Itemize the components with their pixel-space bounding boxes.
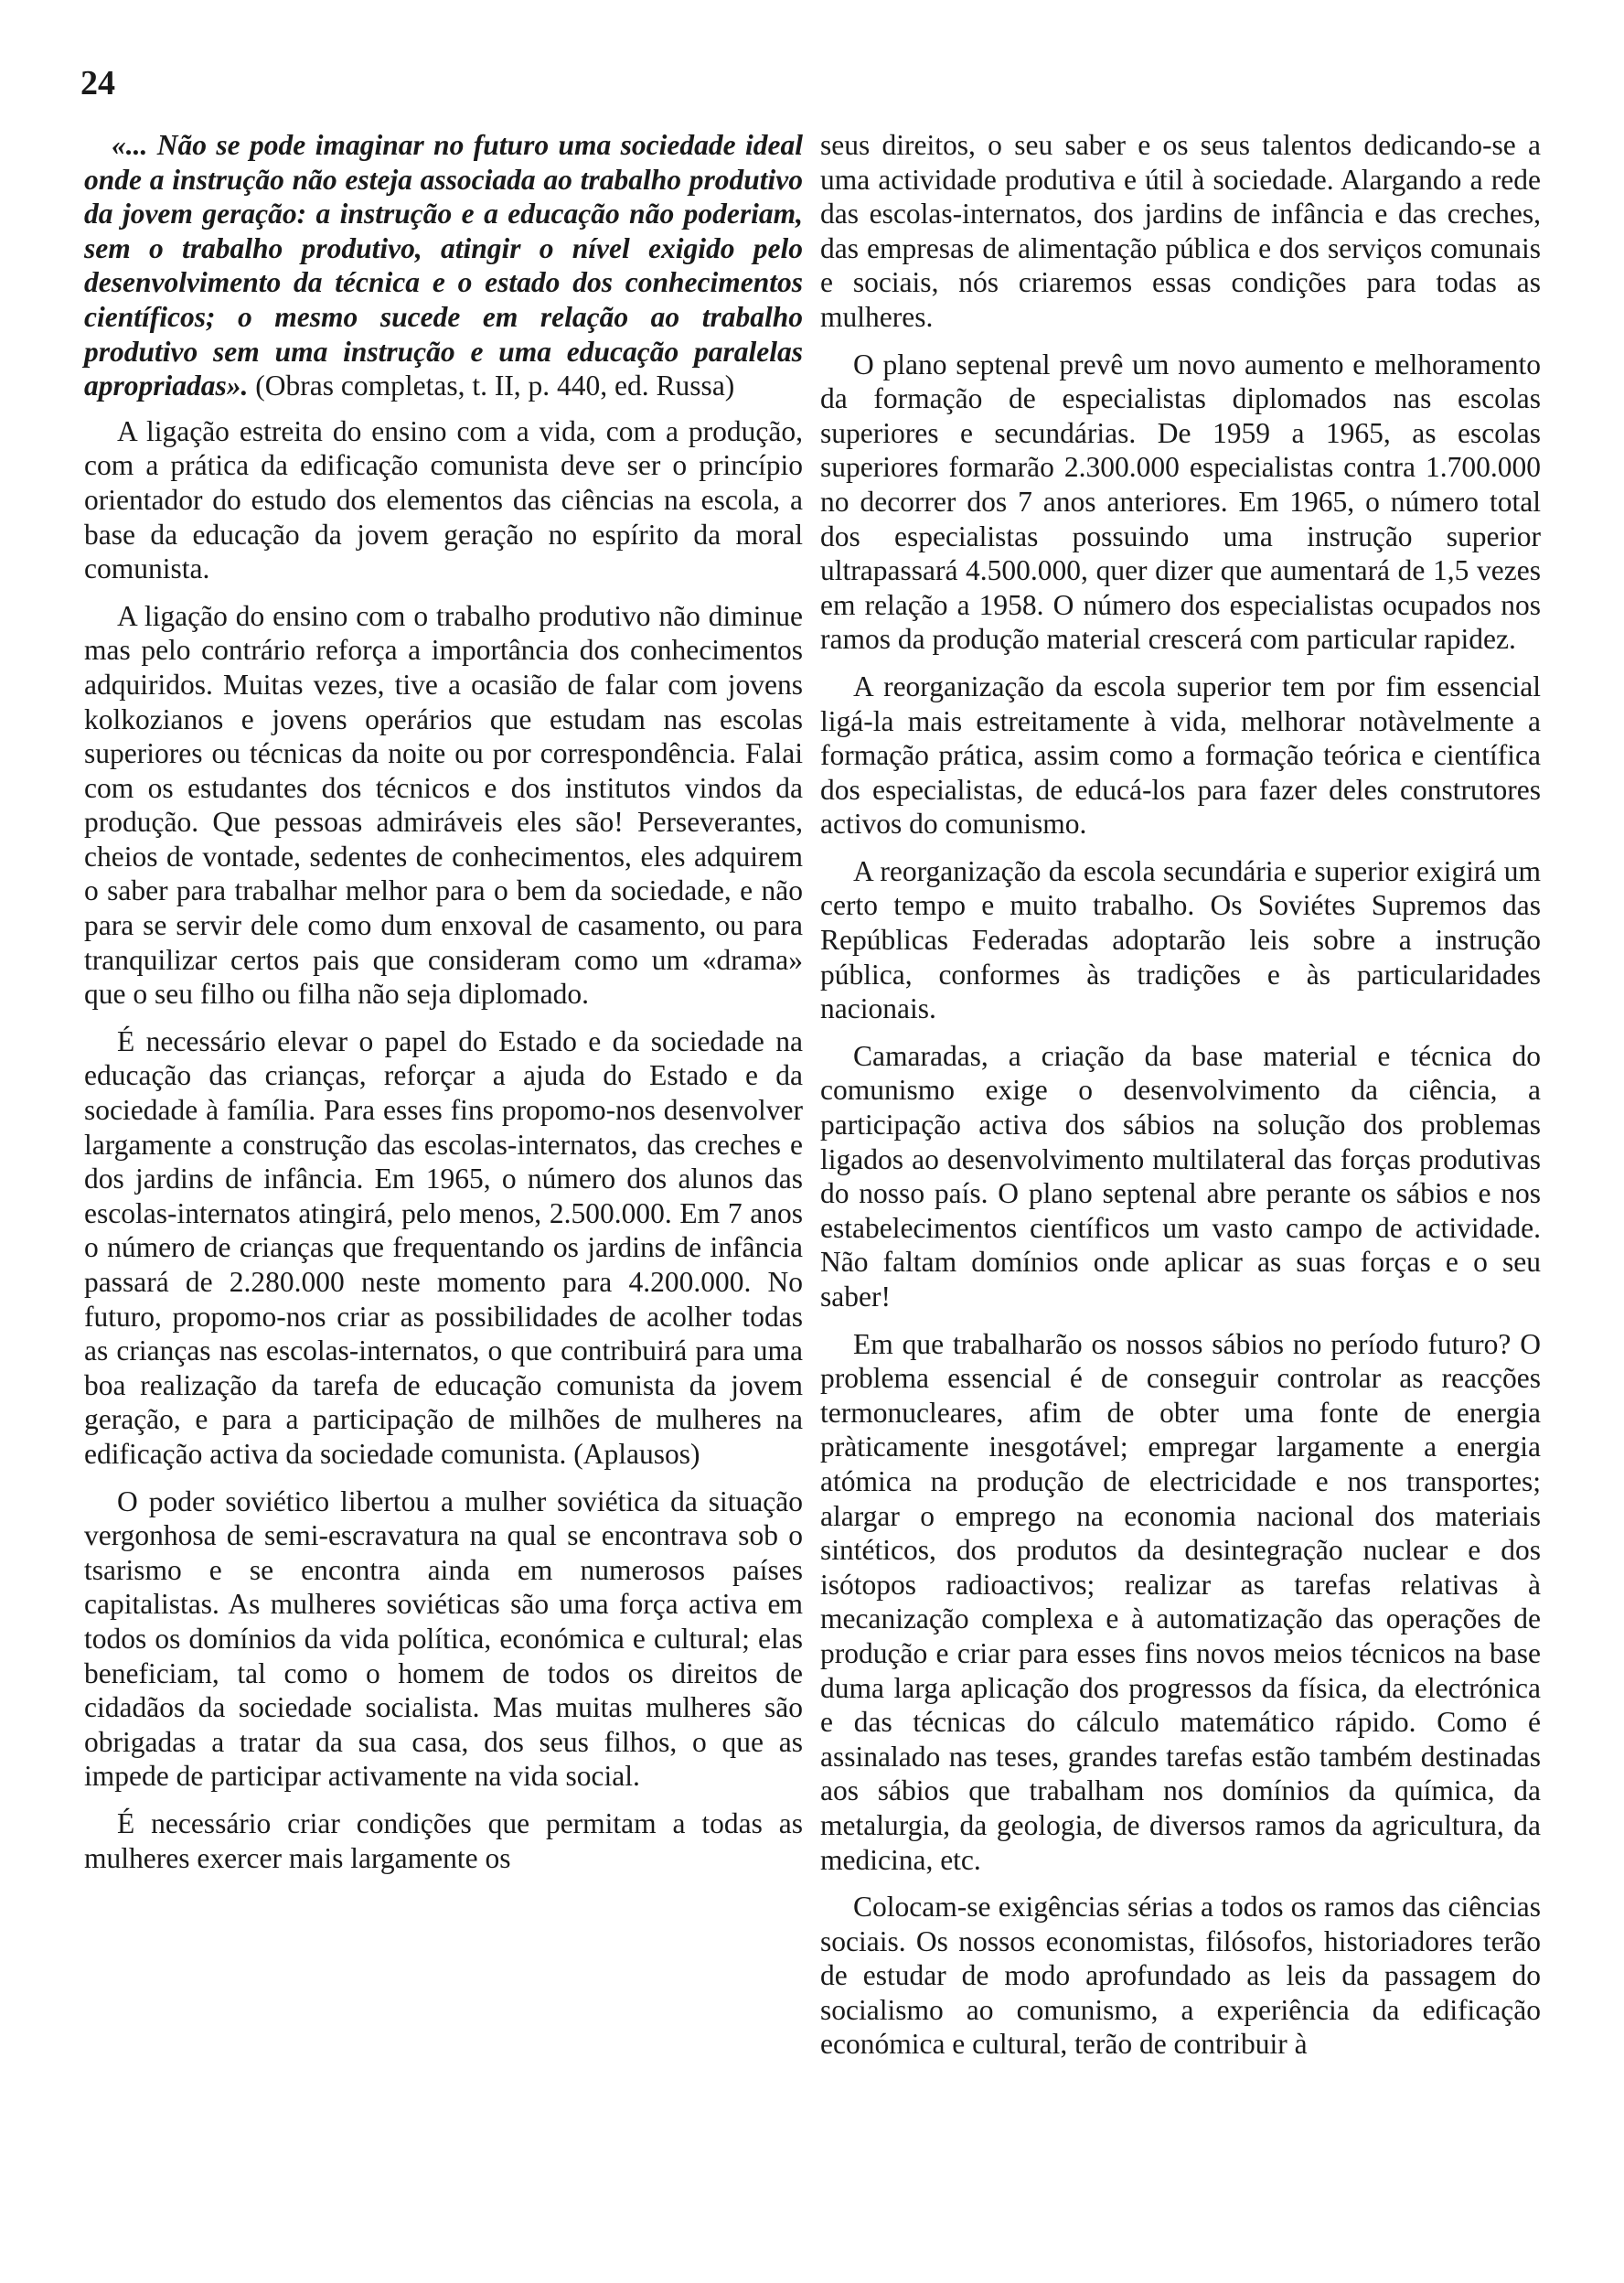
paragraph: A ligação do ensino com o trabalho produtivo não diminue mas pelo contrário reforça a importância dos conhecimentos adquiridos. Muitas vezes, tive a ocasião de falar com jovens kolkozianos e jovens operários que estudam nas escolas superiores ou técnicas da noite ou por correspondência. Falai com os estudantes dos técnicos e dos institutos vindos da produção. Que pessoas admiráveis eles são! Perseverantes, cheios de vontade, sedentes de conhecimentos, eles adquirem o saber para trabalhar melhor para o bem da sociedade, e não para se servir dele como dum enxoval de casamento, ou para tranquilizar certos pais que consideram como um «drama» que o seu filho ou filha não seja diplomado. xyxy=(84,599,803,1011)
paragraph: A reorganização da escola secundária e superior exigirá um certo tempo e muito trabalho. Os Soviétes Supremos das Repúblicas Federadas adoptarão leis sobre a instrução pública, conformes às tradições e às particularidades nacionais. xyxy=(820,854,1541,1025)
lenin-quotation xyxy=(84,128,803,403)
right-column xyxy=(820,128,1541,2074)
quotation-source: (Obras completas, t. II, p. 440, ed. Russa) xyxy=(248,370,735,402)
paragraph: A reorganização da escola superior tem por fim essencial ligá-la mais estreitamente à vida, melhorar notàvelmente a formação prática, assim como a formação teórica e científica dos especialistas, de educá-los para fazer deles construtores activos do comunismo. xyxy=(820,670,1541,841)
paragraph: É necessário elevar o papel do Estado e da sociedade na educação das crianças, reforçar a ajuda do Estado e da sociedade à família. Para esses fins propomo-nos desenvolver largamente a construção das escolas-internatos, das creches e dos jardins de infância. Em 1965, o número dos alunos das escolas-internatos atingirá, pelo menos, 2.500.000. Em 7 anos o número de crianças que frequentando os jardins de infância passará de 2.280.000 neste momento para 4.200.000. No futuro, propomo-nos criar as possibilidades de acolher todas as crianças nas escolas-internatos, o que contribuirá para uma boa realização da tarefa de educação comunista da jovem geração, e para a participação de milhões de mulheres na edificação activa da sociedade comunista. (Aplausos) xyxy=(84,1024,803,1470)
page-number: 24 xyxy=(80,64,115,102)
paragraph: A ligação estreita do ensino com a vida, com a produção, com a prática da edificação comunista deve ser o princípio orientador do estudo dos elementos das ciências na escola, a base da educação da jovem geração no espírito da moral comunista. xyxy=(84,414,803,585)
paragraph: Colocam-se exigências sérias a todos os ramos das ciências sociais. Os nossos economistas, filósofos, historiadores terão de estudar de modo aprofundado as leis da passagem do socialismo ao comunismo, a experiência da edificação económica e cultural, terão de contribuir à xyxy=(820,1891,1541,2061)
paragraph: O poder soviético libertou a mulher soviética da situação vergonhosa de semi-escravatura na qual se encontrava sob o tsarismo e se encontra ainda em numerosos países capitalistas. As mulheres soviéticas são uma força activa em todos os domínios da vida política, económica e cultural; elas beneficiam, tal como o homem de todos os direitos de cidadãos da sociedade socialista. Mas muitas mulheres são obrigadas a tratar da sua casa, dos seus filhos, o que as impede de participar activamente na vida social. xyxy=(84,1484,803,1793)
paragraph: O plano septenal prevê um novo aumento e melhoramento da formação de especialistas diplomados nas escolas superiores e secundárias. De 1959 a 1965, as escolas superiores formarão 2.300.000 especialistas contra 1.700.000 no decorrer dos 7 anos anteriores. Em 1965, o número total dos especialistas possuindo uma instrução superior ultrapassará 4.500.000, quer dizer que aumentará de 1,5 vezes em relação a 1958. O número dos especialistas ocupados nos ramos da produção material crescerá com particular rapidez. xyxy=(820,348,1541,656)
left-column xyxy=(84,128,803,1888)
paragraph: Camaradas, a criação da base material e técnica do comunismo exige o desenvolvimento da ciência, a participação activa dos sábios na solução dos problemas ligados ao desenvolvimento multilateral das forças produtivas do nosso país. O plano septenal abre perante os sábios e nos estabelecimentos científicos um vasto campo de actividade. Não faltam domínios onde aplicar as suas forças e o seu saber! xyxy=(820,1039,1541,1313)
paragraph-continued: seus direitos, o seu saber e os seus talentos dedicando-se a uma actividade produtiva e útil à sociedade. Alargando a rede das escolas-internatos, dos jardins de infância e das creches, das empresas de alimentação pública e dos serviços comunais e sociais, nós criaremos essas condições para todas as mulheres. xyxy=(820,129,1541,333)
quotation-text: «... Não se pode imaginar no futuro uma sociedade ideal onde a instrução não esteja associada ao trabalho produtivo da jovem geração: a instrução e a educação não poderiam, sem o trabalho produtivo, atingir o nível exigido pelo desenvolvimento da técnica e o estado dos conhecimentos científicos; o mesmo sucede em relação ao trabalho produtivo sem uma instrução e uma educação paralelas apropriadas». xyxy=(84,129,803,402)
paragraph: É necessário criar condições que permitam a todas as mulheres exercer mais largamente os xyxy=(84,1806,803,1874)
paragraph: Em que trabalharão os nossos sábios no período futuro? O problema essencial é de conseguir controlar as reacções termonucleares, afim de obter uma fonte de energia pràticamente inesgotável; empregar largamente a energia atómica na produção de electricidade e nos transportes; alargar o emprego na economia nacional dos materiais sintéticos, dos produtos da desintegração nuclear e dos isótopos radioactivos; realizar as tarefas relativas à mecanização complexa e à automatização das operações de produção e criar para esses fins novos meios técnicos na base duma larga aplicação dos progressos da física, da electrónica e das técnicas do cálculo matemático rápido. Como é assinalado nas teses, grandes tarefas estão também destinadas aos sábios que trabalham nos domínios da química, da metalurgia, da geologia, de diversos ramos da agricultura, da medicina, etc. xyxy=(820,1327,1541,1876)
